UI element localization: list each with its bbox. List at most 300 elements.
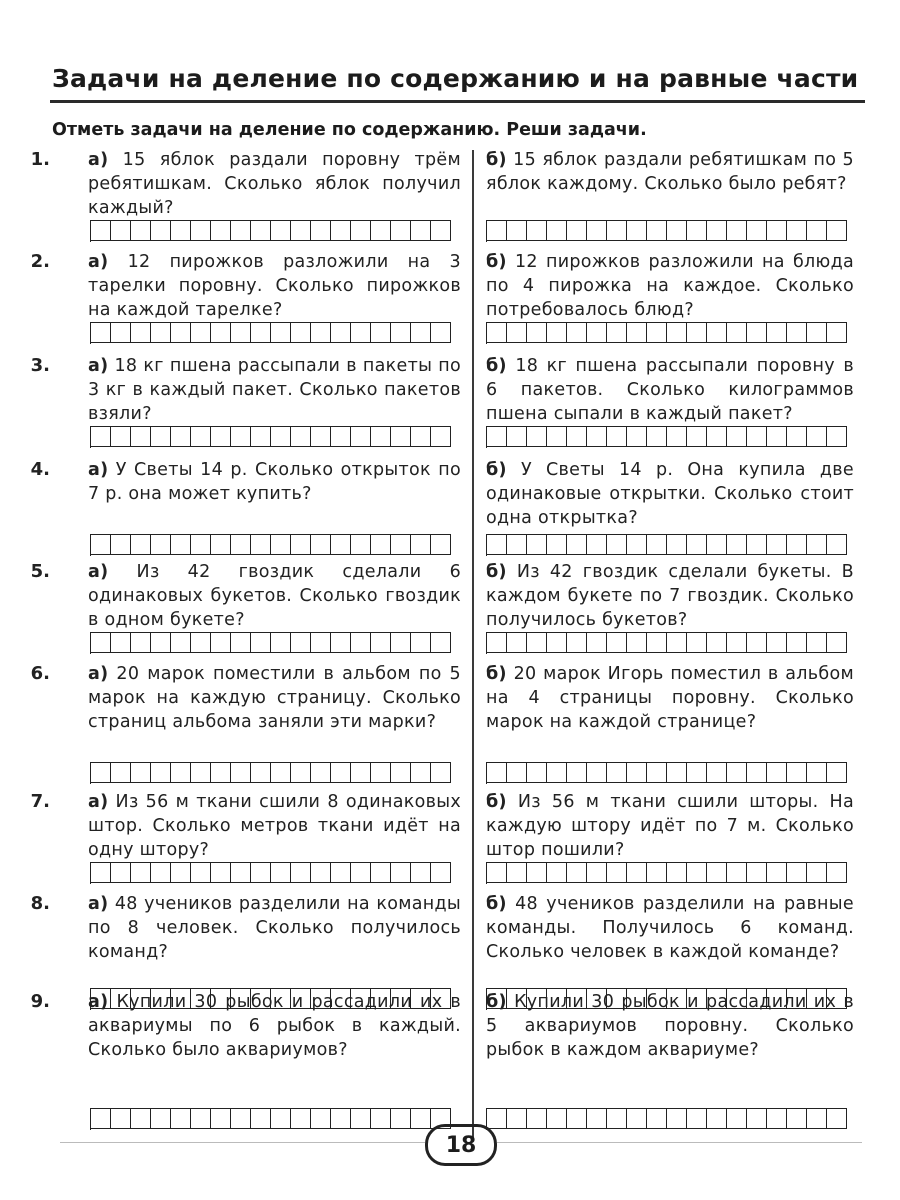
- answer-grid-b[interactable]: [486, 534, 847, 556]
- answer-cell[interactable]: [767, 534, 787, 555]
- answer-cell[interactable]: [547, 220, 567, 241]
- answer-cell[interactable]: [211, 534, 231, 555]
- answer-cell[interactable]: [231, 762, 251, 783]
- answer-cell[interactable]: [251, 322, 271, 343]
- answer-cell[interactable]: [151, 762, 171, 783]
- answer-cell[interactable]: [767, 426, 787, 447]
- answer-cell[interactable]: [111, 862, 131, 883]
- answer-cell[interactable]: [767, 1108, 787, 1129]
- answer-cell[interactable]: [171, 862, 191, 883]
- answer-cell[interactable]: [291, 862, 311, 883]
- answer-cell[interactable]: [807, 762, 827, 783]
- answer-cell[interactable]: [431, 426, 451, 447]
- answer-cell[interactable]: [271, 632, 291, 653]
- answer-cell[interactable]: [191, 220, 211, 241]
- answer-cell[interactable]: [171, 426, 191, 447]
- answer-cell[interactable]: [507, 534, 527, 555]
- answer-cell[interactable]: [607, 426, 627, 447]
- answer-cell[interactable]: [231, 534, 251, 555]
- answer-cell[interactable]: [371, 534, 391, 555]
- answer-cell[interactable]: [411, 220, 431, 241]
- answer-cell[interactable]: [151, 220, 171, 241]
- answer-cell[interactable]: [667, 632, 687, 653]
- answer-cell[interactable]: [827, 862, 847, 883]
- answer-cell[interactable]: [547, 762, 567, 783]
- answer-cell[interactable]: [547, 534, 567, 555]
- answer-cell[interactable]: [527, 426, 547, 447]
- answer-cell[interactable]: [507, 1108, 527, 1129]
- answer-cell[interactable]: [431, 632, 451, 653]
- answer-cell[interactable]: [567, 220, 587, 241]
- answer-cell[interactable]: [231, 862, 251, 883]
- answer-cell[interactable]: [767, 762, 787, 783]
- answer-cell[interactable]: [767, 862, 787, 883]
- answer-cell[interactable]: [747, 632, 767, 653]
- answer-cell[interactable]: [211, 220, 231, 241]
- answer-cell[interactable]: [291, 534, 311, 555]
- answer-cell[interactable]: [331, 862, 351, 883]
- answer-cell[interactable]: [91, 762, 111, 783]
- answer-cell[interactable]: [291, 220, 311, 241]
- answer-grid-b[interactable]: [486, 762, 847, 784]
- answer-cell[interactable]: [251, 534, 271, 555]
- answer-cell[interactable]: [807, 862, 827, 883]
- answer-cell[interactable]: [211, 1108, 231, 1129]
- answer-cell[interactable]: [707, 220, 727, 241]
- answer-cell[interactable]: [411, 322, 431, 343]
- answer-cell[interactable]: [487, 762, 507, 783]
- answer-cell[interactable]: [547, 862, 567, 883]
- answer-cell[interactable]: [291, 1108, 311, 1129]
- answer-cell[interactable]: [411, 862, 431, 883]
- answer-cell[interactable]: [131, 534, 151, 555]
- answer-cell[interactable]: [547, 426, 567, 447]
- answer-cell[interactable]: [667, 862, 687, 883]
- answer-cell[interactable]: [567, 322, 587, 343]
- answer-cell[interactable]: [607, 322, 627, 343]
- answer-cell[interactable]: [587, 426, 607, 447]
- answer-grid-a[interactable]: [90, 762, 451, 784]
- answer-cell[interactable]: [687, 426, 707, 447]
- answer-cell[interactable]: [627, 426, 647, 447]
- answer-cell[interactable]: [411, 426, 431, 447]
- answer-cell[interactable]: [311, 632, 331, 653]
- answer-cell[interactable]: [827, 762, 847, 783]
- answer-cell[interactable]: [647, 220, 667, 241]
- answer-cell[interactable]: [647, 762, 667, 783]
- answer-cell[interactable]: [191, 322, 211, 343]
- answer-cell[interactable]: [191, 426, 211, 447]
- answer-cell[interactable]: [527, 762, 547, 783]
- answer-cell[interactable]: [607, 862, 627, 883]
- answer-cell[interactable]: [111, 1108, 131, 1129]
- answer-cell[interactable]: [131, 632, 151, 653]
- answer-cell[interactable]: [687, 862, 707, 883]
- answer-cell[interactable]: [727, 1108, 747, 1129]
- answer-cell[interactable]: [371, 426, 391, 447]
- answer-cell[interactable]: [647, 322, 667, 343]
- answer-cell[interactable]: [727, 426, 747, 447]
- answer-cell[interactable]: [311, 426, 331, 447]
- answer-cell[interactable]: [707, 322, 727, 343]
- answer-cell[interactable]: [211, 322, 231, 343]
- answer-cell[interactable]: [487, 632, 507, 653]
- answer-cell[interactable]: [727, 220, 747, 241]
- answer-cell[interactable]: [91, 862, 111, 883]
- answer-cell[interactable]: [567, 534, 587, 555]
- answer-grid-b[interactable]: [486, 1108, 847, 1130]
- answer-cell[interactable]: [767, 632, 787, 653]
- answer-cell[interactable]: [191, 762, 211, 783]
- answer-cell[interactable]: [827, 322, 847, 343]
- answer-cell[interactable]: [767, 220, 787, 241]
- answer-cell[interactable]: [587, 1108, 607, 1129]
- answer-cell[interactable]: [587, 862, 607, 883]
- answer-cell[interactable]: [211, 426, 231, 447]
- answer-cell[interactable]: [151, 426, 171, 447]
- answer-cell[interactable]: [647, 862, 667, 883]
- answer-cell[interactable]: [291, 762, 311, 783]
- answer-cell[interactable]: [171, 762, 191, 783]
- answer-cell[interactable]: [827, 632, 847, 653]
- answer-cell[interactable]: [111, 426, 131, 447]
- answer-cell[interactable]: [667, 322, 687, 343]
- answer-cell[interactable]: [787, 632, 807, 653]
- answer-cell[interactable]: [91, 220, 111, 241]
- answer-cell[interactable]: [707, 1108, 727, 1129]
- answer-cell[interactable]: [391, 534, 411, 555]
- answer-cell[interactable]: [171, 534, 191, 555]
- answer-cell[interactable]: [747, 534, 767, 555]
- answer-cell[interactable]: [747, 322, 767, 343]
- answer-cell[interactable]: [627, 1108, 647, 1129]
- answer-cell[interactable]: [291, 322, 311, 343]
- answer-cell[interactable]: [131, 1108, 151, 1129]
- answer-cell[interactable]: [747, 862, 767, 883]
- answer-cell[interactable]: [667, 426, 687, 447]
- answer-cell[interactable]: [487, 322, 507, 343]
- answer-cell[interactable]: [787, 762, 807, 783]
- answer-cell[interactable]: [687, 322, 707, 343]
- answer-cell[interactable]: [707, 632, 727, 653]
- answer-cell[interactable]: [807, 220, 827, 241]
- answer-cell[interactable]: [311, 322, 331, 343]
- answer-cell[interactable]: [787, 862, 807, 883]
- answer-cell[interactable]: [251, 426, 271, 447]
- answer-cell[interactable]: [151, 1108, 171, 1129]
- answer-grid-a[interactable]: [90, 220, 451, 242]
- answer-cell[interactable]: [527, 322, 547, 343]
- answer-cell[interactable]: [311, 220, 331, 241]
- answer-cell[interactable]: [371, 762, 391, 783]
- answer-cell[interactable]: [647, 534, 667, 555]
- answer-cell[interactable]: [607, 632, 627, 653]
- answer-cell[interactable]: [131, 762, 151, 783]
- answer-cell[interactable]: [547, 322, 567, 343]
- answer-cell[interactable]: [687, 762, 707, 783]
- answer-cell[interactable]: [391, 1108, 411, 1129]
- answer-grid-a[interactable]: [90, 534, 451, 556]
- answer-cell[interactable]: [331, 762, 351, 783]
- answer-cell[interactable]: [727, 534, 747, 555]
- answer-cell[interactable]: [351, 632, 371, 653]
- answer-cell[interactable]: [647, 632, 667, 653]
- answer-cell[interactable]: [487, 426, 507, 447]
- answer-cell[interactable]: [91, 534, 111, 555]
- answer-cell[interactable]: [487, 220, 507, 241]
- answer-cell[interactable]: [707, 426, 727, 447]
- answer-cell[interactable]: [527, 534, 547, 555]
- answer-cell[interactable]: [647, 1108, 667, 1129]
- answer-cell[interactable]: [371, 862, 391, 883]
- answer-cell[interactable]: [351, 426, 371, 447]
- answer-cell[interactable]: [411, 632, 431, 653]
- answer-cell[interactable]: [351, 762, 371, 783]
- answer-cell[interactable]: [351, 534, 371, 555]
- answer-cell[interactable]: [507, 862, 527, 883]
- answer-cell[interactable]: [607, 220, 627, 241]
- answer-cell[interactable]: [171, 322, 191, 343]
- answer-cell[interactable]: [827, 220, 847, 241]
- answer-cell[interactable]: [111, 534, 131, 555]
- answer-cell[interactable]: [807, 1108, 827, 1129]
- answer-cell[interactable]: [787, 534, 807, 555]
- answer-cell[interactable]: [687, 220, 707, 241]
- answer-cell[interactable]: [547, 632, 567, 653]
- answer-cell[interactable]: [271, 762, 291, 783]
- answer-cell[interactable]: [331, 632, 351, 653]
- answer-cell[interactable]: [411, 1108, 431, 1129]
- answer-cell[interactable]: [527, 632, 547, 653]
- answer-cell[interactable]: [211, 762, 231, 783]
- answer-cell[interactable]: [507, 322, 527, 343]
- answer-cell[interactable]: [271, 862, 291, 883]
- answer-cell[interactable]: [667, 220, 687, 241]
- answer-cell[interactable]: [291, 426, 311, 447]
- answer-cell[interactable]: [487, 1108, 507, 1129]
- answer-cell[interactable]: [91, 322, 111, 343]
- answer-cell[interactable]: [431, 322, 451, 343]
- answer-cell[interactable]: [391, 862, 411, 883]
- answer-cell[interactable]: [787, 322, 807, 343]
- answer-cell[interactable]: [627, 762, 647, 783]
- answer-cell[interactable]: [151, 534, 171, 555]
- answer-cell[interactable]: [507, 762, 527, 783]
- answer-cell[interactable]: [311, 534, 331, 555]
- answer-cell[interactable]: [807, 322, 827, 343]
- answer-grid-b[interactable]: [486, 632, 847, 654]
- answer-cell[interactable]: [131, 426, 151, 447]
- answer-cell[interactable]: [587, 632, 607, 653]
- answer-cell[interactable]: [727, 322, 747, 343]
- answer-cell[interactable]: [131, 322, 151, 343]
- answer-cell[interactable]: [371, 322, 391, 343]
- answer-cell[interactable]: [371, 1108, 391, 1129]
- answer-cell[interactable]: [787, 426, 807, 447]
- answer-cell[interactable]: [807, 534, 827, 555]
- answer-cell[interactable]: [231, 426, 251, 447]
- answer-cell[interactable]: [587, 762, 607, 783]
- answer-cell[interactable]: [587, 322, 607, 343]
- answer-cell[interactable]: [647, 426, 667, 447]
- answer-cell[interactable]: [527, 220, 547, 241]
- answer-cell[interactable]: [431, 534, 451, 555]
- answer-cell[interactable]: [191, 534, 211, 555]
- answer-cell[interactable]: [251, 762, 271, 783]
- answer-cell[interactable]: [271, 220, 291, 241]
- answer-cell[interactable]: [91, 1108, 111, 1129]
- answer-grid-a[interactable]: [90, 426, 451, 448]
- answer-cell[interactable]: [311, 1108, 331, 1129]
- answer-cell[interactable]: [171, 1108, 191, 1129]
- answer-cell[interactable]: [667, 762, 687, 783]
- answer-cell[interactable]: [607, 1108, 627, 1129]
- answer-cell[interactable]: [251, 632, 271, 653]
- answer-cell[interactable]: [807, 632, 827, 653]
- answer-cell[interactable]: [727, 762, 747, 783]
- answer-cell[interactable]: [627, 632, 647, 653]
- answer-cell[interactable]: [487, 862, 507, 883]
- answer-cell[interactable]: [607, 534, 627, 555]
- answer-grid-a[interactable]: [90, 1108, 451, 1130]
- answer-cell[interactable]: [431, 762, 451, 783]
- answer-cell[interactable]: [271, 534, 291, 555]
- answer-cell[interactable]: [547, 1108, 567, 1129]
- answer-cell[interactable]: [391, 220, 411, 241]
- answer-cell[interactable]: [747, 220, 767, 241]
- answer-cell[interactable]: [487, 534, 507, 555]
- answer-cell[interactable]: [707, 534, 727, 555]
- answer-cell[interactable]: [91, 632, 111, 653]
- answer-cell[interactable]: [251, 862, 271, 883]
- answer-cell[interactable]: [787, 1108, 807, 1129]
- answer-cell[interactable]: [527, 862, 547, 883]
- answer-cell[interactable]: [707, 762, 727, 783]
- answer-cell[interactable]: [231, 632, 251, 653]
- answer-cell[interactable]: [727, 862, 747, 883]
- answer-cell[interactable]: [747, 1108, 767, 1129]
- answer-cell[interactable]: [371, 220, 391, 241]
- answer-cell[interactable]: [251, 1108, 271, 1129]
- answer-grid-b[interactable]: [486, 220, 847, 242]
- answer-cell[interactable]: [627, 220, 647, 241]
- answer-cell[interactable]: [607, 762, 627, 783]
- answer-cell[interactable]: [151, 632, 171, 653]
- answer-cell[interactable]: [271, 426, 291, 447]
- answer-cell[interactable]: [331, 322, 351, 343]
- answer-cell[interactable]: [351, 322, 371, 343]
- answer-cell[interactable]: [567, 426, 587, 447]
- answer-cell[interactable]: [567, 862, 587, 883]
- answer-cell[interactable]: [431, 220, 451, 241]
- answer-cell[interactable]: [311, 862, 331, 883]
- answer-cell[interactable]: [391, 632, 411, 653]
- answer-cell[interactable]: [111, 762, 131, 783]
- answer-cell[interactable]: [807, 426, 827, 447]
- answer-cell[interactable]: [567, 632, 587, 653]
- answer-cell[interactable]: [767, 322, 787, 343]
- answer-cell[interactable]: [527, 1108, 547, 1129]
- answer-cell[interactable]: [787, 220, 807, 241]
- answer-cell[interactable]: [371, 632, 391, 653]
- answer-cell[interactable]: [211, 632, 231, 653]
- answer-cell[interactable]: [667, 1108, 687, 1129]
- answer-cell[interactable]: [827, 426, 847, 447]
- answer-cell[interactable]: [567, 762, 587, 783]
- answer-cell[interactable]: [627, 322, 647, 343]
- answer-cell[interactable]: [231, 322, 251, 343]
- answer-cell[interactable]: [331, 220, 351, 241]
- answer-cell[interactable]: [627, 534, 647, 555]
- answer-cell[interactable]: [351, 1108, 371, 1129]
- answer-cell[interactable]: [687, 534, 707, 555]
- answer-grid-b[interactable]: [486, 862, 847, 884]
- answer-grid-b[interactable]: [486, 426, 847, 448]
- answer-grid-b[interactable]: [486, 322, 847, 344]
- answer-grid-a[interactable]: [90, 862, 451, 884]
- answer-cell[interactable]: [507, 426, 527, 447]
- answer-cell[interactable]: [111, 220, 131, 241]
- answer-cell[interactable]: [331, 1108, 351, 1129]
- answer-cell[interactable]: [667, 534, 687, 555]
- answer-cell[interactable]: [391, 426, 411, 447]
- answer-cell[interactable]: [191, 1108, 211, 1129]
- answer-cell[interactable]: [191, 862, 211, 883]
- answer-cell[interactable]: [271, 322, 291, 343]
- answer-cell[interactable]: [391, 322, 411, 343]
- answer-cell[interactable]: [411, 762, 431, 783]
- answer-cell[interactable]: [311, 762, 331, 783]
- answer-cell[interactable]: [131, 220, 151, 241]
- answer-grid-a[interactable]: [90, 632, 451, 654]
- answer-cell[interactable]: [111, 322, 131, 343]
- answer-cell[interactable]: [131, 862, 151, 883]
- answer-cell[interactable]: [627, 862, 647, 883]
- answer-cell[interactable]: [271, 1108, 291, 1129]
- answer-cell[interactable]: [431, 862, 451, 883]
- answer-cell[interactable]: [111, 632, 131, 653]
- answer-cell[interactable]: [587, 220, 607, 241]
- answer-cell[interactable]: [827, 1108, 847, 1129]
- answer-cell[interactable]: [331, 426, 351, 447]
- answer-cell[interactable]: [391, 762, 411, 783]
- answer-cell[interactable]: [231, 1108, 251, 1129]
- answer-cell[interactable]: [211, 862, 231, 883]
- answer-cell[interactable]: [151, 862, 171, 883]
- answer-cell[interactable]: [171, 220, 191, 241]
- answer-cell[interactable]: [151, 322, 171, 343]
- answer-cell[interactable]: [687, 632, 707, 653]
- answer-cell[interactable]: [687, 1108, 707, 1129]
- answer-cell[interactable]: [91, 426, 111, 447]
- answer-cell[interactable]: [351, 862, 371, 883]
- answer-cell[interactable]: [351, 220, 371, 241]
- answer-cell[interactable]: [707, 862, 727, 883]
- answer-cell[interactable]: [171, 632, 191, 653]
- answer-cell[interactable]: [587, 534, 607, 555]
- answer-cell[interactable]: [231, 220, 251, 241]
- answer-cell[interactable]: [507, 632, 527, 653]
- answer-cell[interactable]: [411, 534, 431, 555]
- answer-cell[interactable]: [567, 1108, 587, 1129]
- answer-cell[interactable]: [827, 534, 847, 555]
- answer-cell[interactable]: [251, 220, 271, 241]
- answer-cell[interactable]: [747, 762, 767, 783]
- answer-grid-a[interactable]: [90, 322, 451, 344]
- answer-cell[interactable]: [747, 426, 767, 447]
- answer-cell[interactable]: [507, 220, 527, 241]
- answer-cell[interactable]: [331, 534, 351, 555]
